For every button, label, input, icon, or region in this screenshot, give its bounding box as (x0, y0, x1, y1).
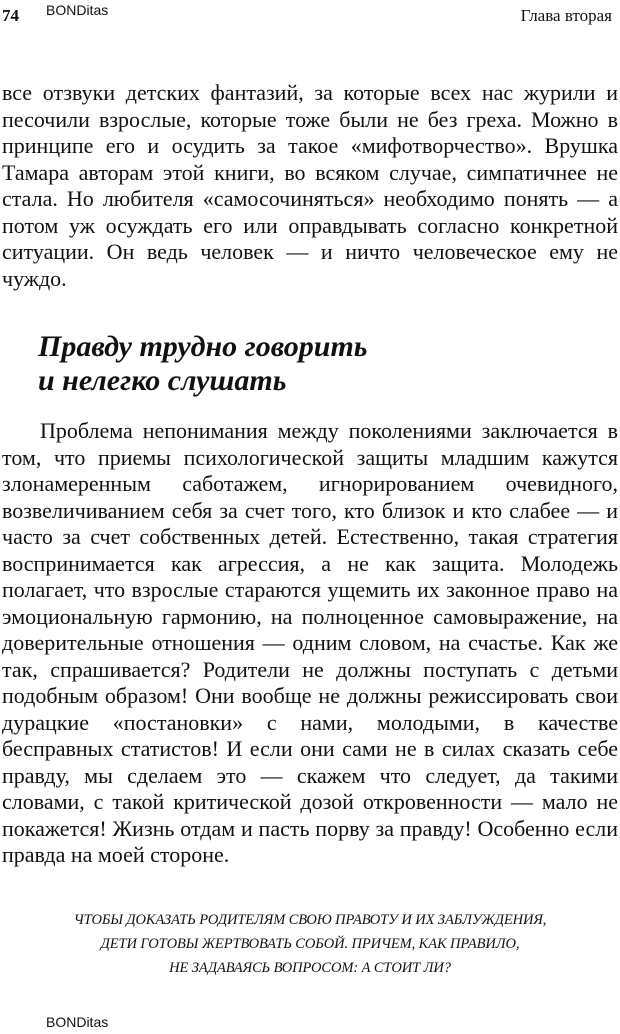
watermark-bottom: BONDitas (46, 1014, 109, 1030)
running-header-chapter: Глава вторая (520, 6, 612, 25)
paragraph-2: Проблема непонимания между поколениями заключается в том, что приемы психологической защиты младшим кажутся злонамеренным саботажем, игнорированием очевидного, возвеличиванием себя за счет того, кто близок и кто слабее — и часто за счет собственных детей. Естественно, такая стратегия воспринимается как агрессия, а не как защита. Молодежь полагает, что взрослые стараются ущемить их законное право на эмоциональную гармонию, на полноценное самовыражение, на доверительные отношения — одним словом, на счастье. Как же так, спрашивается? Родители не должны поступать с детьми подобным образом! Они вообще не должны режиссировать свои дурацкие «постановки» с нами, молодыми, в качестве бесправных статистов! И если они сами не в силах сказать себе правду, мы сделаем это — скажем что следует, да такими словами, с такой критической дозой откровенности — мало не покажется! Жизнь отдам и пасть порву за правду! Особенно если правда на моей стороне. (2, 418, 618, 867)
page-number: 74 (2, 6, 19, 25)
pull-quote-line-2: ДЕТИ ГОТОВЫ ЖЕРТВОВАТЬ СОБОЙ. ПРИЧЕМ, КАК ПРАВИЛО, (100, 936, 520, 952)
section-heading (38, 330, 368, 398)
pull-quote-line-3: НЕ ЗАДАВАЯСЬ ВОПРОСОМ: А СТОИТ ЛИ? (169, 960, 451, 976)
pull-quote (20, 908, 600, 980)
watermark-top: BONDitas (46, 2, 109, 18)
section-heading-line-2: и нелегко слушать (38, 364, 287, 397)
pull-quote-line-1: ЧТОБЫ ДОКАЗАТЬ РОДИТЕЛЯМ СВОЮ ПРАВОТУ И ИХ ЗАБЛУЖДЕНИЯ, (73, 912, 547, 928)
section-heading-line-1: Правду трудно говорить (38, 330, 368, 363)
paragraph-1: все отзвуки детских фантазий, за которые всех нас журили и песочили взрослые, которые тоже были не без греха. Можно в принципе его и осудить за такое «мифотворчество». Врушка Тамара авторам этой книги, во всяком случае, симпатичнее не стала. Но любителя «самосочиняться» необходимо понять — а потом уж осуждать его или оправдывать согласно конкретной ситуации. Он ведь человек — и ничто человеческое ему не чуждо. (2, 80, 618, 291)
